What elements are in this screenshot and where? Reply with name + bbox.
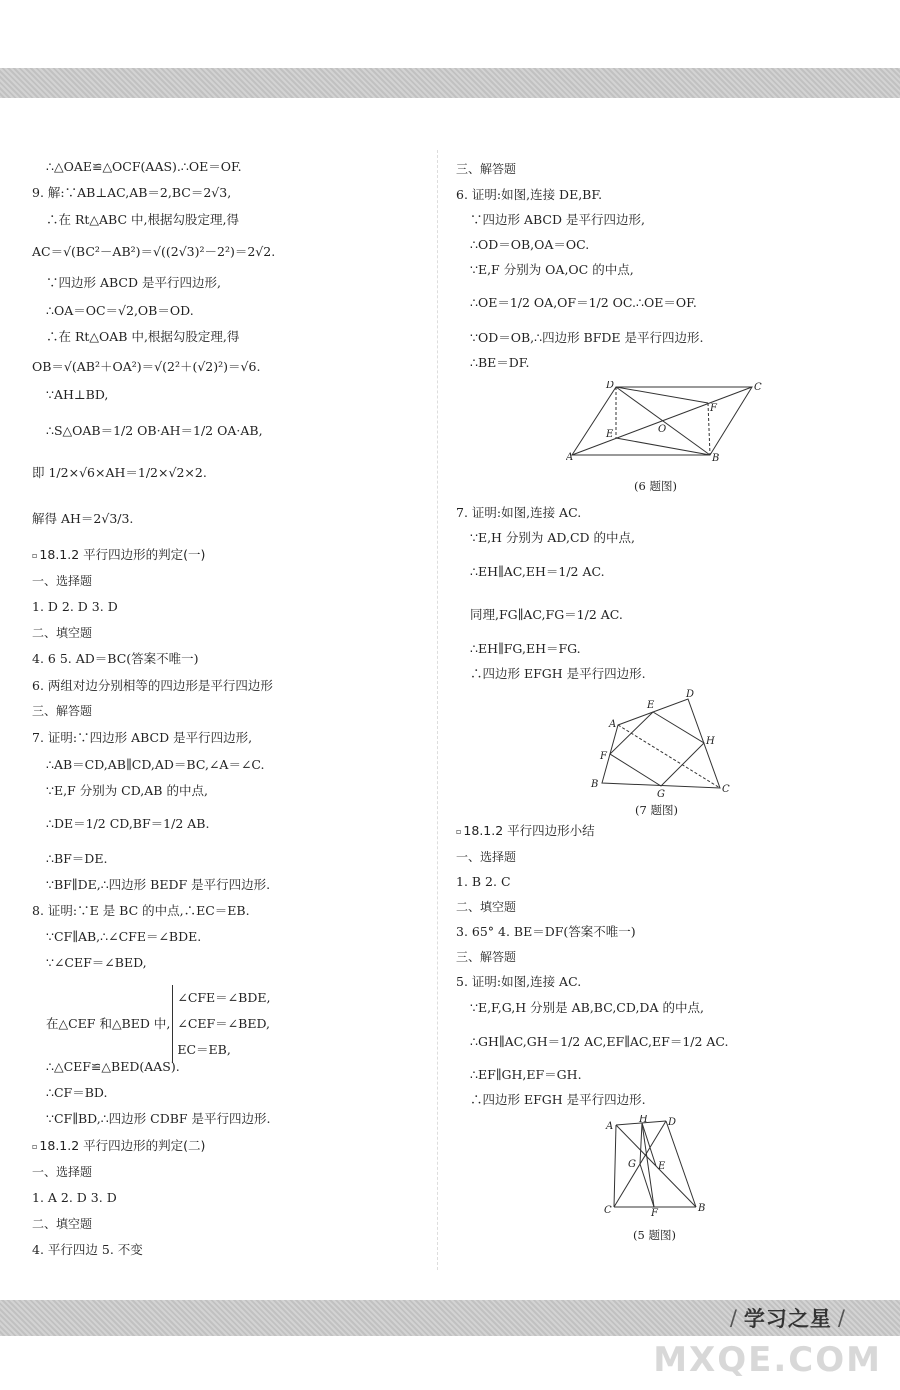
text-line: ∴OD＝OB,OA＝OC. <box>470 237 590 252</box>
text-line: 6. 证明:如图,连接 DE,BF. <box>456 187 603 202</box>
point-label: F <box>710 403 717 414</box>
point-label: F <box>651 1208 658 1217</box>
point-label: E <box>647 700 655 711</box>
section-heading: ▫ 18.1.2 平行四边形的判定(一) <box>32 547 206 562</box>
text-line: ∴在 Rt△OAB 中,根据勾股定理,得 <box>46 329 240 344</box>
figure-caption: (7 题图) <box>635 803 678 817</box>
answer-line: 1. B 2. C <box>456 874 511 889</box>
text-line: 同理,FG∥AC,FG＝1/2 AC. <box>470 607 623 622</box>
text-line: AC＝√(BC²－AB²)＝√((2√3)²－2²)＝2√2. <box>32 244 276 259</box>
subsection-heading: 一、选择题 <box>32 574 93 588</box>
text-line: ∴EH∥AC,EH＝1/2 AC. <box>470 564 605 579</box>
text-line: ∴AB＝CD,AB∥CD,AD＝BC,∠A＝∠C. <box>46 757 265 772</box>
point-label: H <box>639 1115 648 1125</box>
point-label: A <box>606 1121 614 1132</box>
text-line: 5. 证明:如图,连接 AC. <box>456 974 582 989</box>
text-line: ∴EF∥GH,EF＝GH. <box>470 1067 582 1082</box>
subsection-heading: 二、填空题 <box>456 900 517 914</box>
text-line: ∵OD＝OB,∴四边形 BFDE 是平行四边形. <box>470 330 704 345</box>
point-label: D <box>668 1117 677 1128</box>
text-line: OB＝√(AB²＋OA²)＝√(2²＋(√2)²)＝√6. <box>32 359 261 374</box>
answer-line: 4. 6 5. AD＝BC(答案不唯一) <box>32 651 199 666</box>
point-label: A <box>566 452 574 461</box>
point-label: O <box>658 424 667 435</box>
text-line: ∵E,F 分别为 OA,OC 的中点, <box>470 262 634 277</box>
section-heading: ▫ 18.1.2 平行四边形小结 <box>456 823 595 838</box>
answer-line: 4. 平行四边 5. 不变 <box>32 1242 143 1257</box>
subsection-heading: 二、填空题 <box>32 626 93 640</box>
text-line: ∴BE＝DF. <box>470 355 530 370</box>
text-line: ∵AH⊥BD, <box>46 387 109 402</box>
equation-system: ∠CFE＝∠BDE, ∠CEF＝∠BED, EC＝EB, <box>172 985 270 1063</box>
point-label: E <box>658 1161 666 1172</box>
figure-7-diagram <box>588 689 738 799</box>
subsection-heading: 一、选择题 <box>456 850 517 864</box>
answer-line: 6. 两组对边分别相等的四边形是平行四边形 <box>32 678 273 693</box>
point-label: B <box>712 453 720 461</box>
point-label: B <box>591 779 599 790</box>
text-line: ∴CF＝BD. <box>46 1085 108 1100</box>
subsection-heading: 一、选择题 <box>32 1165 93 1179</box>
text-line: ∴在 Rt△ABC 中,根据勾股定理,得 <box>46 212 239 227</box>
subsection-heading: 三、解答题 <box>456 950 517 964</box>
point-label: C <box>722 784 730 795</box>
text-line: ∴OA＝OC＝√2,OB＝OD. <box>46 303 194 318</box>
point-label: C <box>754 382 762 393</box>
text-line: 9. 解:∵AB⊥AC,AB＝2,BC＝2√3, <box>32 185 232 200</box>
text-line: ∴GH∥AC,GH＝1/2 AC,EF∥AC,EF＝1/2 AC. <box>470 1034 729 1049</box>
text-line: ∵∠CEF＝∠BED, <box>46 955 147 970</box>
figure-5-diagram <box>602 1115 712 1217</box>
text-line: ∴△CEF≌△BED(AAS). <box>46 1059 180 1074</box>
column-divider <box>437 150 438 1270</box>
text-line: ∴OE＝1/2 OA,OF＝1/2 OC.∴OE＝OF. <box>470 295 697 310</box>
text-line: 7. 证明:如图,连接 AC. <box>456 505 582 520</box>
point-label: B <box>698 1203 706 1214</box>
point-label: D <box>606 381 615 391</box>
point-label: D <box>686 689 695 700</box>
subsection-heading: 三、解答题 <box>456 162 517 176</box>
brand-logo: / 学习之星 / <box>729 1306 846 1331</box>
subsection-heading: 三、解答题 <box>32 704 93 718</box>
watermark: MXQE.COM <box>653 1340 882 1380</box>
point-label: G <box>628 1159 636 1170</box>
text-line: 7. 证明:∵四边形 ABCD 是平行四边形, <box>32 730 253 745</box>
text-line: 在△CEF 和△BED 中, ∠CFE＝∠BDE, ∠CEF＝∠BED, EC＝EB, <box>32 985 270 1063</box>
point-label: H <box>706 736 715 747</box>
text-line: ∴DE＝1/2 CD,BF＝1/2 AB. <box>46 816 210 831</box>
text-line: ∵四边形 ABCD 是平行四边形, <box>46 275 221 290</box>
text-line: ∵CF∥AB,∴∠CFE＝∠BDE. <box>46 929 202 944</box>
point-label: F <box>600 751 607 762</box>
text-line: ∵E,F,G,H 分别是 AB,BC,CD,DA 的中点, <box>470 1000 704 1015</box>
point-label: C <box>604 1205 612 1216</box>
subsection-heading: 二、填空题 <box>32 1217 93 1231</box>
point-label: A <box>609 719 617 730</box>
text-line: ∵BF∥DE,∴四边形 BEDF 是平行四边形. <box>46 877 271 892</box>
answer-line: 1. D 2. D 3. D <box>32 599 118 614</box>
text-line: ∴BF＝DE. <box>46 851 108 866</box>
answer-line: 1. A 2. D 3. D <box>32 1190 117 1205</box>
text-line: ∴EH∥FG,EH＝FG. <box>470 641 581 656</box>
point-label: G <box>657 789 665 799</box>
text-line: 即 1/2×√6×AH＝1/2×√2×2. <box>32 465 207 480</box>
text-line: ∴四边形 EFGH 是平行四边形. <box>470 1092 646 1107</box>
section-heading: ▫ 18.1.2 平行四边形的判定(二) <box>32 1138 206 1153</box>
text-line: ∵CF∥BD,∴四边形 CDBF 是平行四边形. <box>46 1111 271 1126</box>
text-line: ∴S△OAB＝1/2 OB·AH＝1/2 OA·AB, <box>46 423 263 438</box>
figure-caption: (5 题图) <box>633 1228 676 1242</box>
text-line: ∴△OAE≌△OCF(AAS).∴OE＝OF. <box>46 159 242 174</box>
text-line: ∴四边形 EFGH 是平行四边形. <box>470 666 646 681</box>
figure-6-diagram <box>566 381 766 461</box>
figure-caption: (6 题图) <box>634 479 677 493</box>
point-label: E <box>606 429 614 440</box>
text-line: 解得 AH＝2√3/3. <box>32 511 134 526</box>
text-line: ∵E,F 分别为 CD,AB 的中点, <box>46 783 208 798</box>
text-line: ∵E,H 分别为 AD,CD 的中点, <box>470 530 636 545</box>
header-band <box>0 68 900 98</box>
answer-line: 3. 65° 4. BE＝DF(答案不唯一) <box>456 924 636 939</box>
text-line: 8. 证明:∵E 是 BC 的中点,∴EC＝EB. <box>32 903 250 918</box>
text-line: ∵四边形 ABCD 是平行四边形, <box>470 212 645 227</box>
